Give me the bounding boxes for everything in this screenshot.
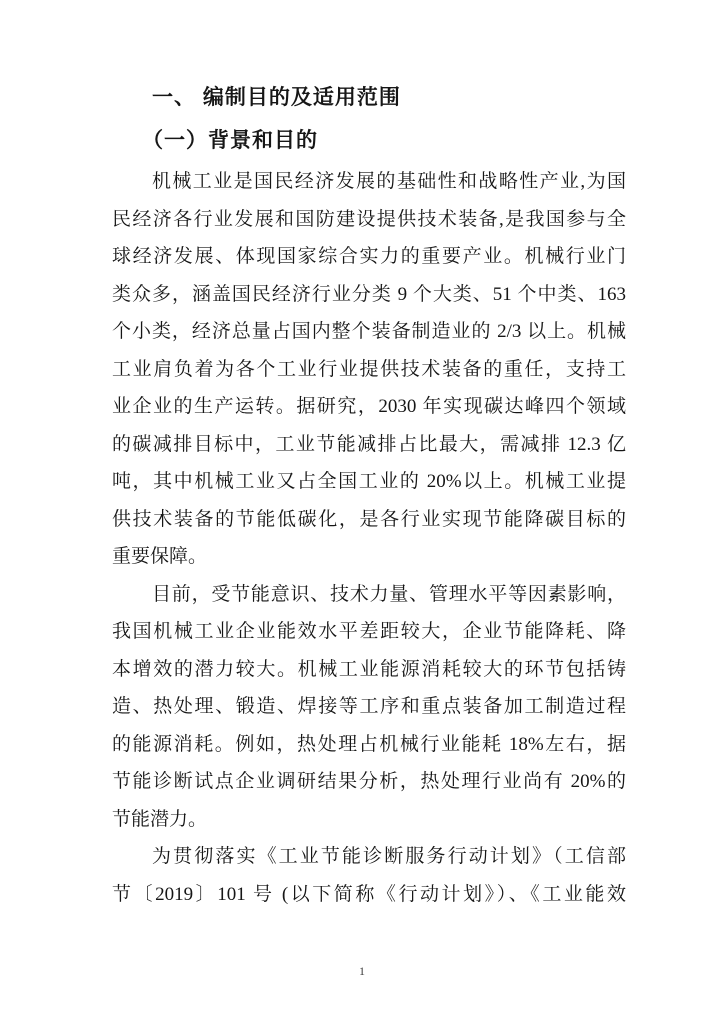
- text-line: 吨，其中机械工业又占全国工业的 20%以上。机械工业提: [112, 471, 626, 492]
- text-line: 个小类，经济总量占国内整个装备制造业的 2/3 以上。机械: [112, 321, 626, 342]
- text-line: 本增效的潜力较大。机械工业能源消耗较大的环节包括铸: [112, 658, 626, 680]
- text-line: 机械工业是国民经济发展的基础性和战略性产业,为国: [152, 171, 626, 192]
- text-line: 我国机械工业企业能效水平差距较大，企业节能降耗、降: [112, 621, 626, 642]
- subsection-heading: （一）背景和目的: [142, 128, 318, 152]
- text-line: 业企业的生产运转。据研究，2030 年实现碳达峰四个领域: [112, 396, 626, 417]
- text-line: 为贯彻落实《工业节能诊断服务行动计划》（工信部: [152, 846, 626, 867]
- text-line: 民经济各行业发展和国防建设提供技术装备,是我国参与全: [112, 208, 626, 230]
- text-line: 节能潜力。: [112, 808, 208, 830]
- text-line: 节〔2019〕101 号 (以下简称《行动计划》）、《工业能效: [112, 883, 626, 905]
- text-line: 的碳减排目标中，工业节能减排占比最大，需减排 12.3 亿: [112, 433, 626, 455]
- page-number: 1: [359, 964, 365, 978]
- text-line: 目前，受节能意识、技术力量、管理水平等因素影响，: [152, 583, 626, 605]
- text-line: 类众多，涵盖国民经济行业分类 9 个大类、51 个中类、163: [112, 283, 626, 305]
- text-line: 重要保障。: [112, 546, 208, 567]
- text-line: 供技术装备的节能低碳化，是各行业实现节能降碳目标的: [112, 508, 626, 530]
- section-heading: 一、 编制目的及适用范围: [152, 86, 401, 109]
- text-line: 节能诊断试点企业调研结果分析，热处理行业尚有 20%的: [112, 771, 626, 792]
- text-line: 造、热处理、锻造、焊接等工序和重点装备加工制造过程: [112, 696, 626, 717]
- text-line: 球经济发展、体现国家综合实力的重要产业。机械行业门: [112, 246, 626, 267]
- document-body: [112, 163, 626, 913]
- text-line: 的能源消耗。例如，热处理占机械行业能耗 18%左右，据: [112, 733, 626, 755]
- text-line: 工业肩负着为各个工业行业提供技术装备的重任，支持工: [112, 358, 626, 380]
